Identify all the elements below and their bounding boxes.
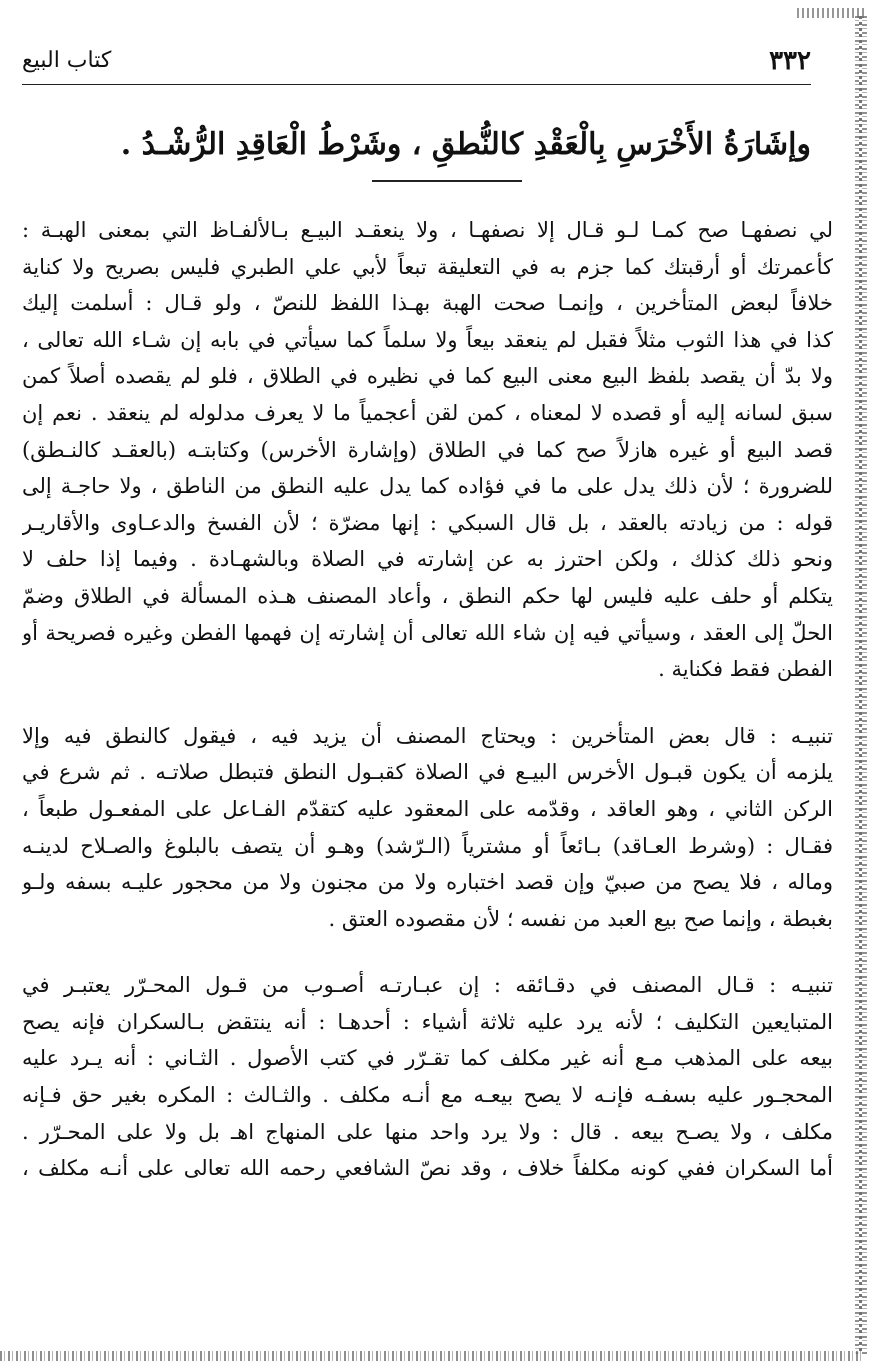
- text-line: بيعه على المذهب مـع أنه غير مكلف كما تقـرّر في كتب الأصول . الثـاني : أنه يـرد عليه: [22, 1046, 833, 1071]
- text-line: الركن الثاني ، وهو العاقد ، وقدّمه على المعقود عليه كتقدّم الفـاعل على المفعـول طبعاً ،: [22, 796, 833, 821]
- header-rule: [22, 84, 811, 85]
- matn-text: وإشَارَةُ الأَخْرَسِ بِالْعَقْدِ كالنُّطقِ ، وشَرْطُ الْعَاقِدِ الرُّشْـدُ .: [120, 127, 811, 162]
- commentary-paragraph-1: [22, 212, 833, 688]
- text-line: المحجـور عليه بسفـه فإنـه لا يصح بيعـه مع أنـه مكلف . والثـالث : المكره بغير حق فـإنه: [22, 1083, 833, 1108]
- text-line: لي نصفهـا صح كمـا لـو قـال إلا نصفهـا ، ولا ينعقـد البيـع بـالألفـاظ التي بمعنى الهبـة :: [22, 218, 833, 242]
- text-line: تنبيـه : قـال المصنف في دقـائقه : إن عبـارتـه أصـوب من قـول المحـرّر يعتبـر في: [22, 973, 833, 998]
- text-line: يلزمه أن يكون قبـول الأخرس البيـع في الصلاة كقبـول النطق فتبطل صلاتـه . ثم شرع في: [22, 760, 833, 785]
- text-line: سبق لسانه إليه أو قصده لا لمعناه ، كمن لقن أعجمياً ما لا يعرف مدلوله لم ينعقد . نعم إن: [22, 400, 833, 425]
- commentary-paragraph-3: [22, 967, 833, 1187]
- text-line: المتبايعين التكليف ؛ لأنه يرد عليه ثلاثة أشياء : أحدهـا : أنه ينتقض بـالسكران فإنه يصح: [22, 1009, 833, 1034]
- text-line: قصد البيع أو غيره هازلاً صح كما في الطلاق (وإشارة الأخرس) وكتابتـه (بالعقـد كالنـطق): [22, 437, 833, 462]
- ornament-border-bottom: [0, 1351, 861, 1361]
- text-line: فقـال : (وشرط العـاقد) بـائعاً أو مشترياً (الـرّشد) وهـو أن يتصف بالبلوغ والصـلاح لدينـه: [22, 833, 833, 858]
- text-line: الحلّ إلى العقد ، وسيأتي فيه إن شاء الله تعالى أن إشارته إن فهمها الفطن وغيره فصريحة أو: [22, 620, 833, 645]
- text-line: وماله ، فلا يصح من صبيّ وإن قصد اختباره ولا من مجنون ولا من محجور عليـه بسفه ولـو: [22, 870, 833, 895]
- text-line: أما السكران ففي كونه مكلفاً خلاف ، وقد نصّ الشافعي رحمه الله تعالى على أنـه مكلف ،: [22, 1156, 833, 1181]
- ornament-border-right: [855, 16, 867, 1354]
- text-line: كذا في هذا الثوب مثلاً فقبل لم ينعقد بيعاً ولا سلماً كما سيأتي في بابه إن شـاء الله تعالى ،: [22, 327, 833, 352]
- text-line: تنبيـه : قال بعض المتأخرين : ويحتاج المصنف أن يزيد فيه ، فيقول كالنطق فيه وإلا: [22, 723, 833, 748]
- text-line: بغبطة ، وإنما صح بيع العبد من نفسه ؛ لأن مقصوده العتق .: [328, 906, 833, 931]
- page-header: [22, 40, 811, 80]
- commentary-paragraph-2: [22, 718, 833, 938]
- text-line: الفطن فقط فكناية .: [658, 657, 833, 682]
- text-line: ونحو ذلك كذلك ، ولكن احترز به عن إشارته في الصلاة وبالشهـادة . وفيما إذا حلف لا: [22, 547, 833, 572]
- text-line: كأعمرتك أو أرقبتك كما جزم به في التعليقة تبعاً لأبي علي الطبري فليس بصريح ولا كناية: [22, 254, 833, 279]
- running-title: كتاب البيع: [22, 48, 112, 73]
- text-line: خلافاً لبعض المتأخرين ، وإنمـا صحت الهبة بهـذا اللفظ للنصّ ، ولو قـال : أسلمت إليك: [22, 291, 833, 316]
- text-line: قوله : من زيادته بالعقد ، بل قال السبكي : إنها مضرّة ؛ لأن الفسخ والدعـاوى والأقاريـر: [22, 510, 833, 535]
- text-line: ولا بدّ أن يقصد بلفظ البيع معنى البيع كما في نظيره في الطلاق ، فلو لم يقصده أصلاً كمن: [22, 364, 833, 389]
- text-line: للضرورة ؛ لأن ذلك يدل على ما في فؤاده كما يدل عليه النطق من الناطق ، ولا حاجـة إلى: [22, 474, 833, 499]
- page-number: ٣٣٢: [769, 46, 811, 76]
- commentary: [22, 212, 833, 1187]
- text-line: مكلف ، ولا يصـح بيعه . قال : ولا يرد واحد منها على المنهاج اهـ بل ولا على المحـرّر .: [22, 1119, 833, 1144]
- text-line: يتكلم أو حلف عليه فليس لها حكم النطق ، وأعاد المصنف هـذه المسألة في الطلاق وضمّ: [22, 583, 833, 608]
- matn-separator-rule: [372, 180, 522, 182]
